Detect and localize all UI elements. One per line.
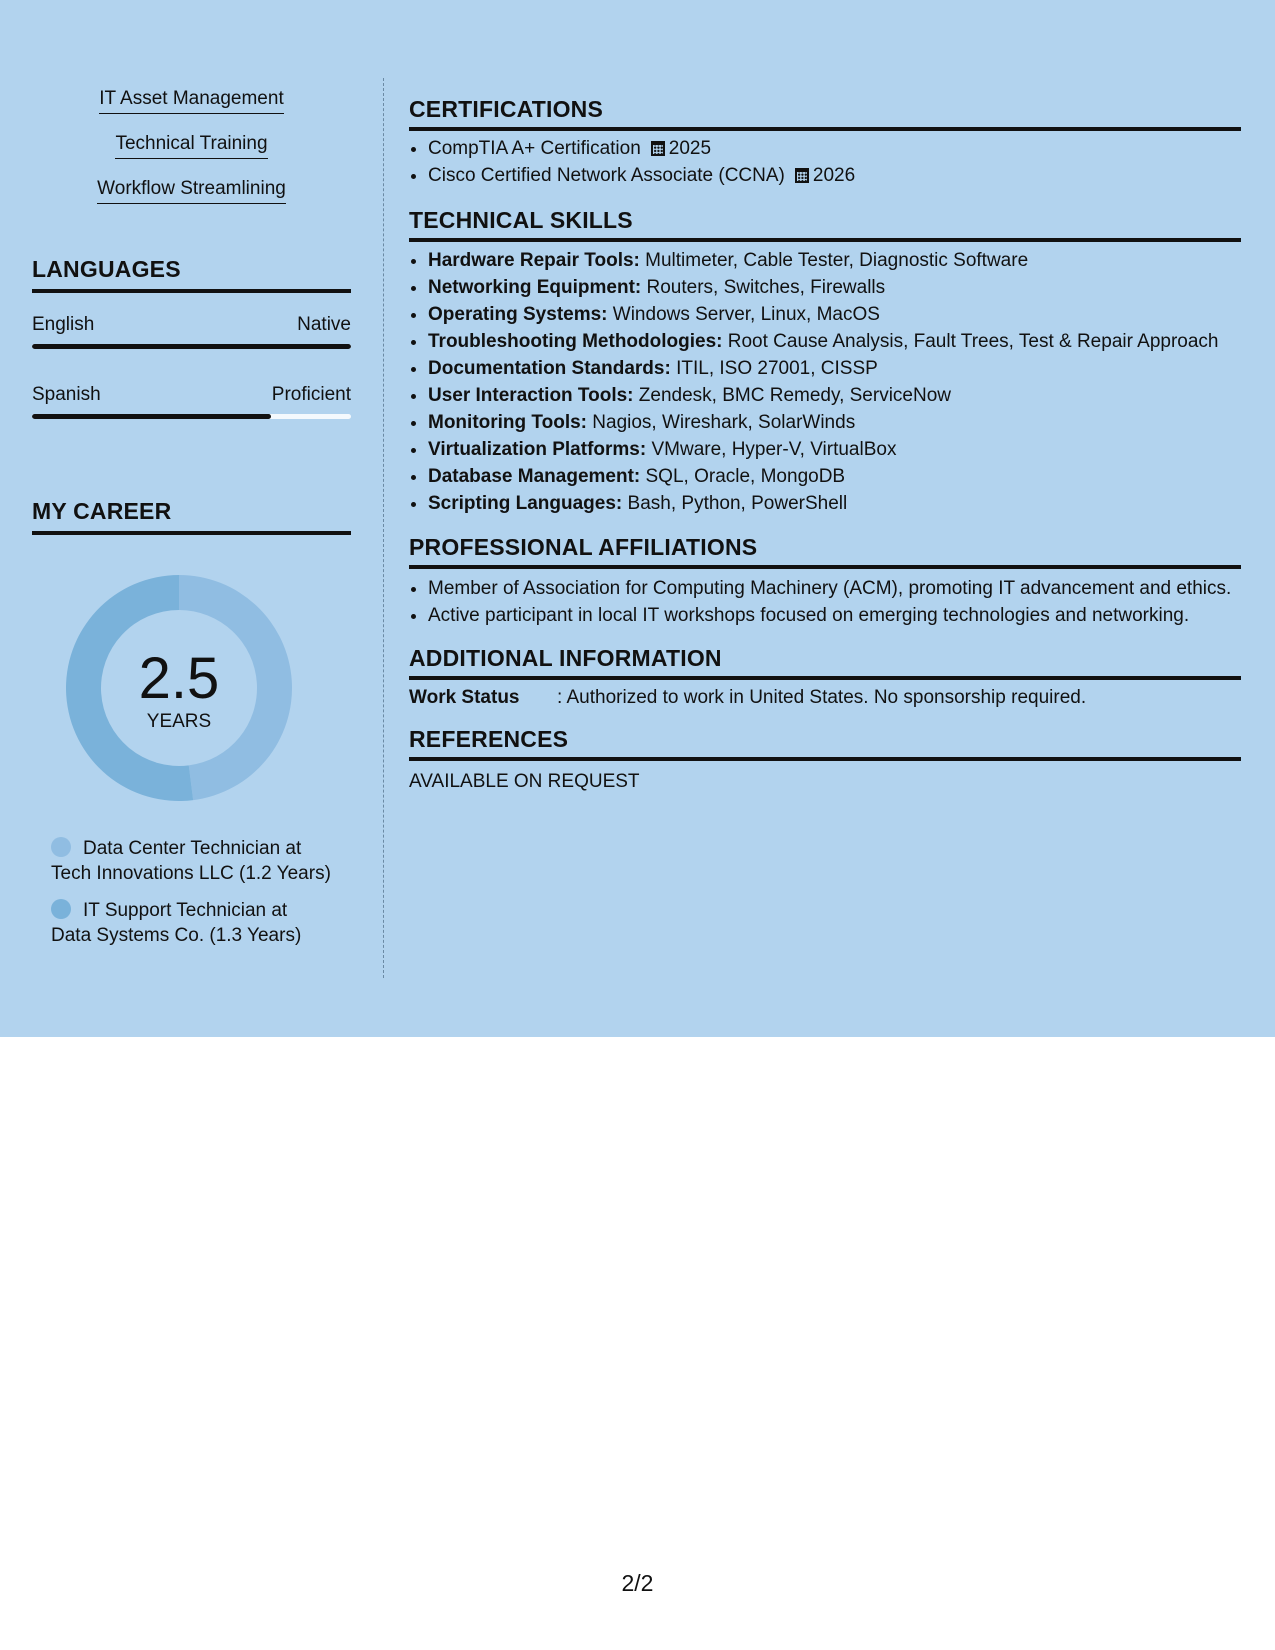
skill-values: VMware, Hyper-V, VirtualBox	[646, 439, 897, 460]
career-entry-title: Data Center Technician at	[83, 838, 302, 859]
technical-skills-heading: TECHNICAL SKILLS	[409, 207, 1241, 242]
skill-values: Nagios, Wireshark, SolarWinds	[587, 412, 856, 433]
work-status-row	[409, 687, 1086, 709]
skill-values: Windows Server, Linux, MacOS	[607, 304, 880, 325]
technical-skills-list	[409, 247, 1241, 517]
certification-year: 2025	[668, 138, 712, 159]
work-status-label: Work Status	[409, 687, 520, 708]
languages-heading: LANGUAGES	[32, 256, 351, 293]
calendar-icon	[795, 168, 809, 183]
skill-tag-label: Workflow Streamlining	[97, 178, 286, 204]
career-donut-chart	[32, 574, 326, 802]
certification-name: CompTIA A+ Certification	[428, 138, 641, 159]
skill-values: Bash, Python, PowerShell	[622, 493, 848, 514]
references-text: AVAILABLE ON REQUEST	[409, 771, 640, 792]
column-divider	[383, 78, 384, 978]
skill-values: SQL, Oracle, MongoDB	[640, 466, 846, 487]
certification-item	[428, 135, 1241, 162]
certifications-heading: CERTIFICATIONS	[409, 96, 1241, 131]
skill-values: Zendesk, BMC Remedy, ServiceNow	[633, 385, 951, 406]
career-entry-detail: Tech Innovations LLC (1.2 Years)	[51, 863, 331, 884]
certifications-list	[409, 135, 1241, 189]
skill-category: Documentation Standards:	[428, 358, 671, 379]
skill-item	[428, 355, 1241, 382]
work-status-value: : Authorized to work in United States. No sponsorship required.	[557, 687, 1087, 708]
skill-category: User Interaction Tools:	[428, 385, 634, 406]
skill-item	[428, 490, 1241, 517]
certification-year: 2026	[812, 165, 856, 186]
skill-item	[428, 274, 1241, 301]
affiliation-item: • Member of Association for Computing Machinery (ACM), promoting IT advancement and ethics.	[428, 575, 1241, 602]
skill-item	[428, 328, 1241, 355]
calendar-icon	[651, 141, 665, 156]
language-level: Native	[297, 314, 351, 335]
certification-item	[428, 162, 1241, 189]
skill-tag-label: IT Asset Management	[99, 88, 283, 114]
skill-category: Database Management:	[428, 466, 641, 487]
language-proficiency-fill	[32, 414, 271, 419]
skill-tag	[32, 178, 351, 204]
skill-tag	[32, 133, 351, 159]
skill-category: Troubleshooting Methodologies:	[428, 331, 723, 352]
legend-dot	[51, 837, 71, 857]
skill-category: Operating Systems:	[428, 304, 608, 325]
skill-category: Monitoring Tools:	[428, 412, 587, 433]
affiliation-item: • Active participant in local IT workshops focused on emerging technologies and networking.	[428, 602, 1241, 629]
skill-values: ITIL, ISO 27001, CISSP	[670, 358, 878, 379]
career-total-unit: YEARS	[146, 711, 212, 732]
skill-item	[428, 463, 1241, 490]
career-total-years: 2.5	[138, 646, 220, 711]
skill-category: Virtualization Platforms:	[428, 439, 647, 460]
skill-item	[428, 409, 1241, 436]
skill-category: Networking Equipment:	[428, 277, 642, 298]
skill-item	[428, 301, 1241, 328]
affiliations-list	[409, 575, 1241, 629]
career-entry	[51, 836, 351, 886]
language-proficiency-bar	[32, 414, 351, 419]
skill-item	[428, 382, 1241, 409]
skill-values: Root Cause Analysis, Fault Trees, Test & Repair Approach	[722, 331, 1219, 352]
language-level: Proficient	[271, 384, 351, 405]
references-heading: REFERENCES	[409, 726, 1241, 761]
language-name: Spanish	[32, 384, 101, 405]
skill-tag-label: Technical Training	[115, 133, 267, 159]
skill-item	[428, 436, 1241, 463]
certification-name: Cisco Certified Network Associate (CCNA)	[428, 165, 785, 186]
skill-values: Routers, Switches, Firewalls	[641, 277, 886, 298]
additional-info-heading: ADDITIONAL INFORMATION	[409, 645, 1241, 680]
legend-dot	[51, 899, 71, 919]
career-entry	[51, 898, 351, 948]
skill-item	[428, 247, 1241, 274]
language-proficiency-bar	[32, 344, 351, 349]
affiliations-heading: PROFESSIONAL AFFILIATIONS	[409, 534, 1241, 569]
skill-values: Multimeter, Cable Tester, Diagnostic Software	[639, 250, 1029, 271]
skill-category: Scripting Languages:	[428, 493, 623, 514]
language-proficiency-fill	[32, 344, 351, 349]
skill-category: Hardware Repair Tools:	[428, 250, 640, 271]
language-name: English	[32, 314, 95, 335]
page-number: 2/2	[621, 1570, 654, 1596]
career-entry-title: IT Support Technician at	[83, 900, 288, 921]
career-heading: MY CAREER	[32, 498, 351, 535]
skill-tag	[32, 88, 351, 114]
career-entry-detail: Data Systems Co. (1.3 Years)	[51, 925, 302, 946]
